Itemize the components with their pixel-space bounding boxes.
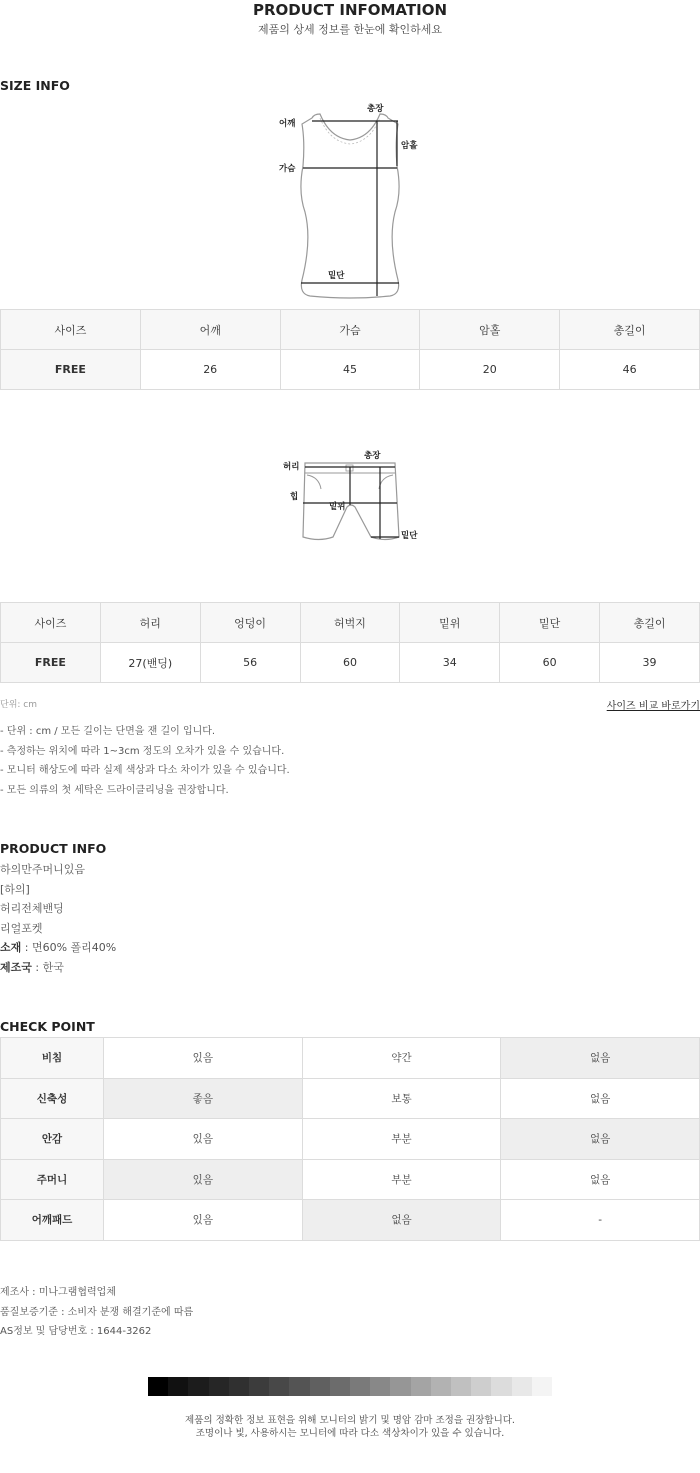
top-label-armhole: 암홀 (401, 141, 418, 151)
right-pocket (379, 475, 393, 489)
top-size-table (0, 309, 700, 390)
table-header-cell: 사이즈 (1, 310, 141, 350)
table-cell: FREE (1, 350, 141, 390)
table-header-cell: 밑단 (500, 603, 600, 643)
origin-value: : 한국 (31, 960, 64, 974)
shorts-outline (303, 463, 399, 540)
check-row (1, 1200, 700, 1241)
table-cell: FREE (1, 643, 101, 683)
check-option: 없음 (501, 1119, 700, 1160)
bottom-label-hip: 힙 (290, 492, 299, 502)
page-title: PRODUCT INFOMATION (252, 1, 447, 19)
page-subtitle: 제품의 상세 정보를 한눈에 확인하세요 (257, 23, 442, 36)
check-option: 없음 (302, 1200, 501, 1241)
material-key: 소재 (0, 941, 22, 954)
table-row (1, 350, 700, 390)
table-header-cell: 암홀 (420, 310, 560, 350)
table-cell: 46 (560, 350, 700, 390)
table-cell: 26 (140, 350, 280, 390)
check-option: 좋음 (104, 1078, 303, 1119)
grayscale-swatch (310, 1377, 330, 1396)
bottom-label-hem: 밑단 (401, 531, 418, 541)
table-header-cell: 허리 (100, 603, 200, 643)
grayscale-swatch (269, 1377, 289, 1396)
quality-line: 품질보증기준 : 소비자 분쟁 해결기준에 따름 (0, 1306, 194, 1318)
grayscale-swatch (168, 1377, 188, 1396)
table-row (1, 643, 700, 683)
footer-info (0, 1283, 193, 1342)
check-row (1, 1038, 700, 1079)
top-outline (301, 114, 399, 298)
note-line: - 측정하는 위치에 따라 1~3cm 정도의 오차가 있을 수 있습니다. (0, 745, 285, 757)
grayscale-swatch (148, 1377, 168, 1396)
table-header-row (1, 310, 700, 350)
grayscale-swatch (289, 1377, 309, 1396)
check-option: 약간 (302, 1038, 501, 1079)
grayscale-swatch (229, 1377, 249, 1396)
note-line: - 단위 : cm / 모든 길이는 단면을 잰 길이 입니다. (0, 726, 216, 737)
table-header-cell: 어깨 (140, 310, 280, 350)
check-row-label: 어깨패드 (1, 1200, 104, 1241)
check-option: - (501, 1200, 700, 1241)
table-cell: 20 (420, 350, 560, 390)
size-info-title: SIZE INFO (0, 78, 70, 93)
check-option: 부분 (302, 1159, 501, 1200)
left-pocket (307, 475, 321, 489)
check-row (1, 1159, 700, 1200)
grayscale-swatch (532, 1377, 552, 1396)
grayscale-swatch (431, 1377, 451, 1396)
table-cell: 34 (400, 643, 500, 683)
check-option: 있음 (104, 1119, 303, 1160)
check-option: 있음 (104, 1159, 303, 1200)
grayscale-calibration-bar (148, 1377, 552, 1396)
grayscale-swatch (512, 1377, 532, 1396)
grayscale-swatch (390, 1377, 410, 1396)
table-header-cell: 허벅지 (300, 603, 400, 643)
table-cell: 45 (280, 350, 420, 390)
check-option: 없음 (501, 1078, 700, 1119)
check-option: 있음 (104, 1038, 303, 1079)
grayscale-swatch (188, 1377, 208, 1396)
top-label-shoulder: 어깨 (279, 119, 296, 129)
table-header-cell: 가슴 (280, 310, 420, 350)
bottom-label-length: 총장 (364, 451, 381, 461)
grayscale-swatch (491, 1377, 511, 1396)
grayscale-swatch (249, 1377, 269, 1396)
grayscale-swatch (471, 1377, 491, 1396)
info-line: 하의만주머니있음 (0, 863, 86, 876)
origin-line (0, 958, 116, 978)
check-row (1, 1078, 700, 1119)
top-label-length: 총장 (367, 104, 384, 114)
top-garment-diagram (270, 100, 430, 305)
bottom-label-waist: 허리 (283, 462, 300, 472)
table-header-cell: 총길이 (560, 310, 700, 350)
manufacturer-line: 제조사 : 미나그램협력업체 (0, 1287, 116, 1298)
table-cell: 27(밴딩) (100, 643, 200, 683)
check-option: 있음 (104, 1200, 303, 1241)
grayscale-swatch (370, 1377, 390, 1396)
table-header-row (1, 603, 700, 643)
size-compare-link[interactable]: 사이즈 비교 바로가기 (606, 701, 700, 712)
table-cell: 60 (500, 643, 600, 683)
top-label-hem: 밑단 (328, 271, 345, 281)
table-header-cell: 사이즈 (1, 603, 101, 643)
table-header-cell: 밑위 (400, 603, 500, 643)
check-option: 없음 (501, 1038, 700, 1079)
check-point-table (0, 1037, 700, 1241)
check-option: 없음 (501, 1159, 700, 1200)
material-line (0, 938, 116, 958)
note-line: - 모든 의류의 첫 세탁은 드라이클리닝을 권장합니다. (0, 784, 229, 796)
check-option: 부분 (302, 1119, 501, 1160)
bottom-size-table (0, 602, 700, 683)
check-row-label: 신축성 (1, 1078, 104, 1119)
check-option: 보통 (302, 1078, 501, 1119)
material-value: : 면60% 폴리40% (21, 941, 117, 954)
info-line: 허리전체밴딩 (0, 902, 64, 915)
disclaimer-line-1: 제품의 정확한 정보 표현을 위해 모니터의 밝기 및 명암 감마 조정을 권장합니다. (185, 1415, 515, 1426)
top-label-chest: 가슴 (279, 164, 296, 174)
note-line: - 모니터 해상도에 따라 실제 색상과 다소 차이가 있을 수 있습니다. (0, 765, 290, 776)
grayscale-swatch (350, 1377, 370, 1396)
unit-note: 단위: cm (0, 700, 37, 710)
disclaimer (0, 1414, 700, 1440)
origin-key: 제조국 (0, 960, 32, 974)
info-line: [하의] (0, 882, 30, 896)
product-info-lines (0, 860, 116, 977)
grayscale-swatch (209, 1377, 229, 1396)
bottom-label-rise: 밑위 (329, 502, 346, 512)
as-info-line: AS정보 및 담당번호 : 1644-3262 (0, 1326, 152, 1337)
check-row (1, 1119, 700, 1160)
grayscale-swatch (330, 1377, 350, 1396)
info-line: 리얼포켓 (0, 921, 43, 935)
table-cell: 39 (600, 643, 700, 683)
check-row-label: 주머니 (1, 1159, 104, 1200)
table-header-cell: 엉덩이 (200, 603, 300, 643)
check-row-label: 안감 (1, 1119, 104, 1160)
bottom-garment-diagram (275, 445, 425, 550)
size-notes (0, 722, 290, 800)
table-cell: 60 (300, 643, 400, 683)
grayscale-swatch (411, 1377, 431, 1396)
table-cell: 56 (200, 643, 300, 683)
check-point-title: CHECK POINT (0, 1019, 95, 1034)
check-row-label: 비침 (1, 1038, 104, 1079)
table-header-cell: 총길이 (600, 603, 700, 643)
disclaimer-line-2: 조명이나 빛, 사용하시는 모니터에 따라 다소 색상차이가 있을 수 있습니다. (195, 1428, 505, 1439)
product-info-title: PRODUCT INFO (0, 841, 107, 856)
grayscale-swatch (451, 1377, 471, 1396)
